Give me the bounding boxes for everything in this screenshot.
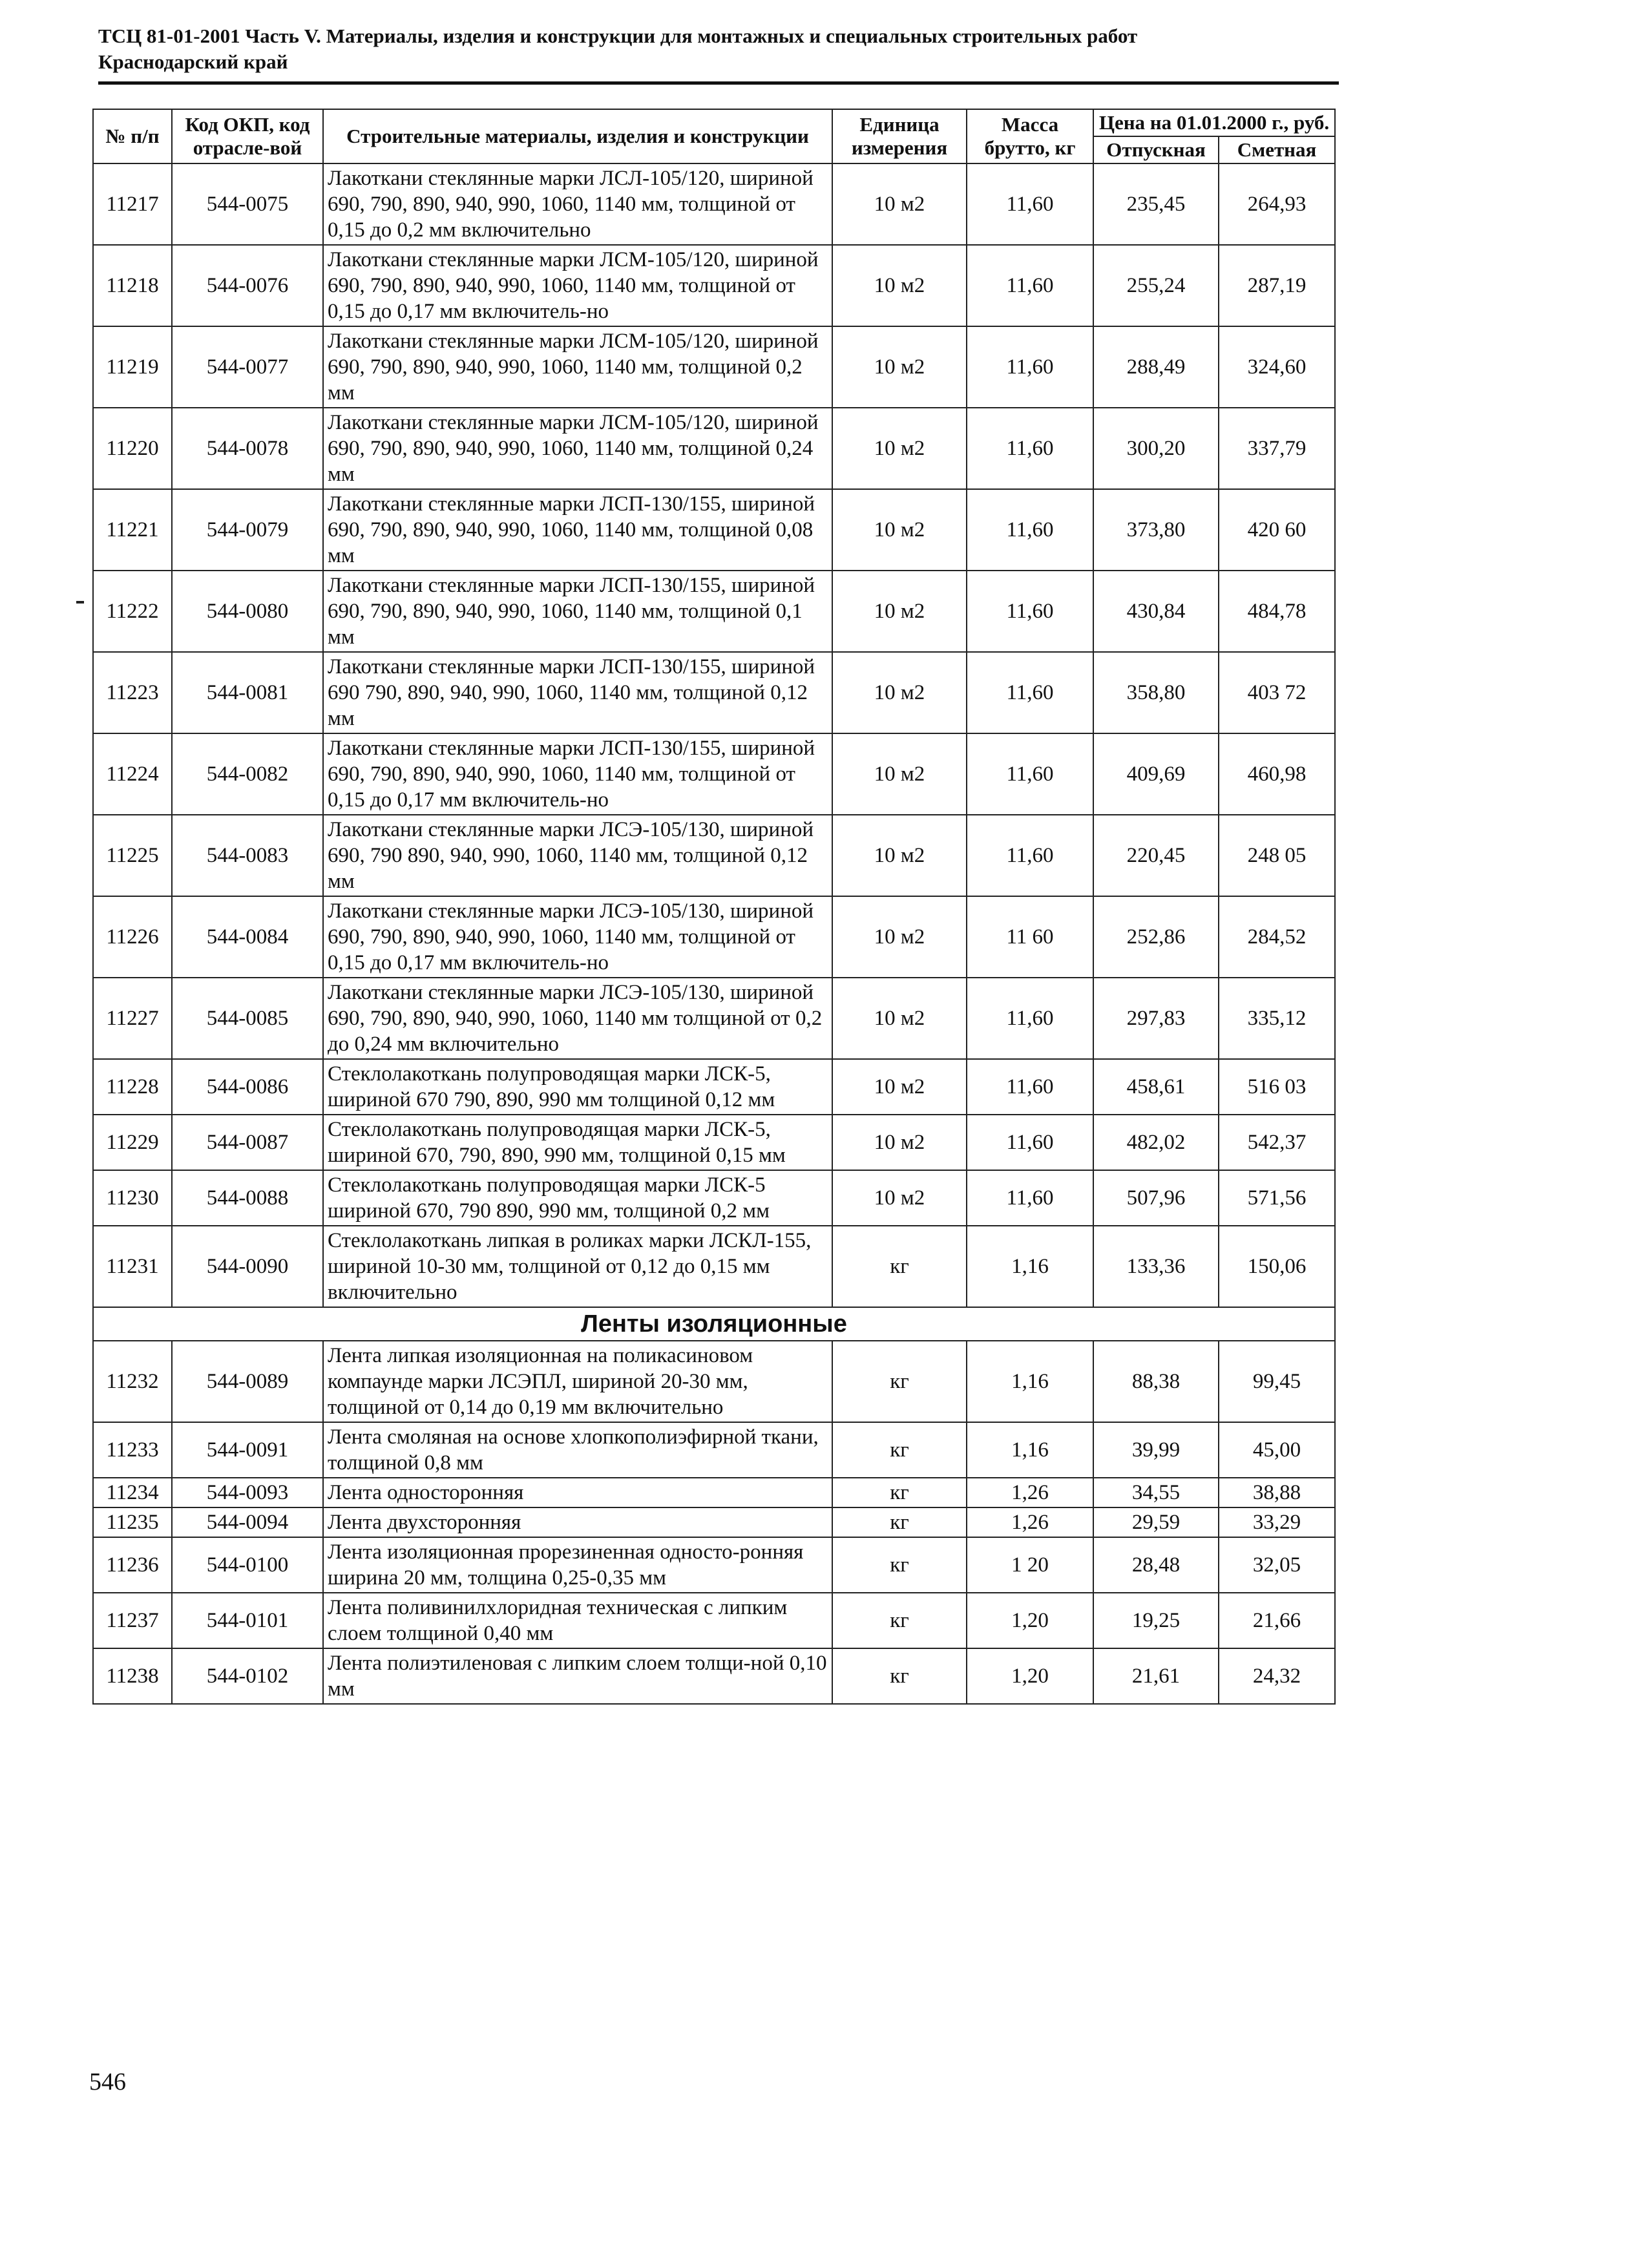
table-body-tapes (93, 1341, 1335, 1704)
row-number: 11232 (93, 1341, 172, 1422)
row-release-price: 300,20 (1093, 408, 1219, 489)
row-number: 11223 (93, 652, 172, 733)
row-number: 11228 (93, 1059, 172, 1115)
row-name: Лакоткани стеклянные марки ЛСЭ-105/130, шириной 690, 790 890, 940, 990, 1060, 1140 мм, толщиной 0,12 мм (323, 815, 832, 896)
row-name: Лакоткани стеклянные марки ЛСЭ-105/130, шириной 690, 790, 890, 940, 990, 1060, 1140 мм, толщиной от 0,15 до 0,17 мм включитель-но (323, 896, 832, 978)
row-name: Лента полиэтиленовая с липким слоем толщи-ной 0,10 мм (323, 1648, 832, 1704)
row-code: 544-0079 (172, 489, 323, 571)
row-mass: 1,26 (967, 1478, 1093, 1507)
row-code: 544-0085 (172, 978, 323, 1059)
row-unit: 10 м2 (832, 1115, 967, 1170)
page-header (98, 23, 1326, 75)
row-mass: 1,20 (967, 1593, 1093, 1648)
region-title: Краснодарский край (98, 50, 288, 73)
row-name: Лакоткани стеклянные марки ЛСМ-105/120, шириной 690, 790, 890, 940, 990, 1060, 1140 мм, толщиной от 0,15 до 0,17 мм включитель-но (323, 245, 832, 326)
row-name: Лента поливинилхлоридная техническая с липким слоем толщиной 0,40 мм (323, 1593, 832, 1648)
row-estimate-price: 38,88 (1219, 1478, 1335, 1507)
row-name: Лакоткани стеклянные марки ЛСЛ-105/120, шириной 690, 790, 890, 940, 990, 1060, 1140 мм, толщиной от 0,15 до 0,2 мм включительно (323, 163, 832, 245)
row-mass: 1,26 (967, 1507, 1093, 1537)
row-release-price: 297,83 (1093, 978, 1219, 1059)
row-number: 11238 (93, 1648, 172, 1704)
row-release-price: 409,69 (1093, 733, 1219, 815)
row-code: 544-0084 (172, 896, 323, 978)
row-code: 544-0082 (172, 733, 323, 815)
row-estimate-price: 248 05 (1219, 815, 1335, 896)
table-row (93, 1422, 1335, 1478)
row-name: Лакоткани стеклянные марки ЛСП-130/155, шириной 690, 790, 890, 940, 990, 1060, 1140 мм, толщиной 0,08 мм (323, 489, 832, 571)
col-header-code: Код ОКП, код отрасле-вой (172, 109, 323, 163)
row-release-price: 373,80 (1093, 489, 1219, 571)
table-row (93, 245, 1335, 326)
table-row (93, 1478, 1335, 1507)
row-unit: кг (832, 1507, 967, 1537)
table-row (93, 326, 1335, 408)
row-estimate-price: 24,32 (1219, 1648, 1335, 1704)
row-estimate-price: 45,00 (1219, 1422, 1335, 1478)
table-row (93, 1648, 1335, 1704)
row-number: 11221 (93, 489, 172, 571)
row-estimate-price: 542,37 (1219, 1115, 1335, 1170)
row-release-price: 133,36 (1093, 1226, 1219, 1307)
row-release-price: 288,49 (1093, 326, 1219, 408)
row-mass: 11,60 (967, 978, 1093, 1059)
row-mass: 11,60 (967, 326, 1093, 408)
row-number: 11233 (93, 1422, 172, 1478)
row-name: Лакоткани стеклянные марки ЛСП-130/155, шириной 690, 790, 890, 940, 990, 1060, 1140 мм, толщиной 0,1 мм (323, 571, 832, 652)
row-unit: 10 м2 (832, 571, 967, 652)
row-mass: 11,60 (967, 489, 1093, 571)
row-release-price: 34,55 (1093, 1478, 1219, 1507)
row-name: Лакоткани стеклянные марки ЛСЭ-105/130, шириной 690, 790, 890, 940, 990, 1060, 1140 мм толщиной от 0,2 до 0,24 мм включительно (323, 978, 832, 1059)
row-code: 544-0088 (172, 1170, 323, 1226)
row-estimate-price: 324,60 (1219, 326, 1335, 408)
row-unit: кг (832, 1226, 967, 1307)
row-unit: кг (832, 1341, 967, 1422)
row-code: 544-0078 (172, 408, 323, 489)
row-estimate-price: 403 72 (1219, 652, 1335, 733)
row-mass: 11,60 (967, 815, 1093, 896)
row-code: 544-0100 (172, 1537, 323, 1593)
page-number: 546 (89, 2068, 126, 2095)
table-header-row (93, 109, 1335, 136)
table-row (93, 1115, 1335, 1170)
table-row (93, 652, 1335, 733)
row-number: 11217 (93, 163, 172, 245)
table-section (93, 1307, 1335, 1341)
table-row (93, 896, 1335, 978)
row-estimate-price: 264,93 (1219, 163, 1335, 245)
header-rule (98, 81, 1339, 85)
row-number: 11234 (93, 1478, 172, 1507)
price-table (92, 109, 1336, 1705)
row-code: 544-0087 (172, 1115, 323, 1170)
row-number: 11231 (93, 1226, 172, 1307)
row-release-price: 235,45 (1093, 163, 1219, 245)
table-row (93, 733, 1335, 815)
row-estimate-price: 335,12 (1219, 978, 1335, 1059)
row-estimate-price: 32,05 (1219, 1537, 1335, 1593)
row-mass: 11,60 (967, 1059, 1093, 1115)
row-mass: 11,60 (967, 1170, 1093, 1226)
row-code: 544-0089 (172, 1341, 323, 1422)
row-release-price: 252,86 (1093, 896, 1219, 978)
row-number: 11220 (93, 408, 172, 489)
row-code: 544-0083 (172, 815, 323, 896)
row-name: Лакоткани стеклянные марки ЛСП-130/155, шириной 690 790, 890, 940, 990, 1060, 1140 мм, толщиной 0,12 мм (323, 652, 832, 733)
row-estimate-price: 571,56 (1219, 1170, 1335, 1226)
row-release-price: 482,02 (1093, 1115, 1219, 1170)
row-number: 11226 (93, 896, 172, 978)
row-number: 11219 (93, 326, 172, 408)
row-code: 544-0094 (172, 1507, 323, 1537)
section-row (93, 1307, 1335, 1341)
row-mass: 11,60 (967, 163, 1093, 245)
row-mass: 11 60 (967, 896, 1093, 978)
table-row (93, 815, 1335, 896)
row-release-price: 458,61 (1093, 1059, 1219, 1115)
row-unit: 10 м2 (832, 733, 967, 815)
table-row (93, 1226, 1335, 1307)
table-row (93, 1507, 1335, 1537)
row-name: Стеклолакоткань липкая в роликах марки ЛСКЛ-155, шириной 10-30 мм, толщиной от 0,12 до 0,15 мм включительно (323, 1226, 832, 1307)
row-release-price: 21,61 (1093, 1648, 1219, 1704)
row-mass: 1 20 (967, 1537, 1093, 1593)
row-unit: 10 м2 (832, 408, 967, 489)
row-unit: 10 м2 (832, 163, 967, 245)
row-code: 544-0077 (172, 326, 323, 408)
row-mass: 11,60 (967, 652, 1093, 733)
row-code: 544-0101 (172, 1593, 323, 1648)
col-header-unit: Единица измерения (832, 109, 967, 163)
row-number: 11230 (93, 1170, 172, 1226)
margin-mark (76, 601, 84, 604)
section-title: Ленты изоляционные (93, 1307, 1335, 1341)
table-row (93, 1593, 1335, 1648)
row-name: Лента смоляная на основе хлопкополиэфирной ткани, толщиной 0,8 мм (323, 1422, 832, 1478)
row-estimate-price: 287,19 (1219, 245, 1335, 326)
row-estimate-price: 33,29 (1219, 1507, 1335, 1537)
table-row (93, 1537, 1335, 1593)
row-release-price: 255,24 (1093, 245, 1219, 326)
row-estimate-price: 484,78 (1219, 571, 1335, 652)
row-unit: 10 м2 (832, 489, 967, 571)
row-release-price: 220,45 (1093, 815, 1219, 896)
row-unit: 10 м2 (832, 1059, 967, 1115)
table-body-materials (93, 163, 1335, 1307)
row-code: 544-0093 (172, 1478, 323, 1507)
col-header-price: Цена на 01.01.2000 г., руб. (1093, 109, 1335, 136)
row-number: 11229 (93, 1115, 172, 1170)
row-name: Лента липкая изоляционная на поликасиновом компаунде марки ЛСЭПЛ, шириной 20-30 мм, толщиной от 0,14 до 0,19 мм включительно (323, 1341, 832, 1422)
row-number: 11225 (93, 815, 172, 896)
row-release-price: 29,59 (1093, 1507, 1219, 1537)
row-estimate-price: 150,06 (1219, 1226, 1335, 1307)
col-header-mass: Масса брутто, кг (967, 109, 1093, 163)
row-name: Лента односторонняя (323, 1478, 832, 1507)
table-row (93, 408, 1335, 489)
row-number: 11224 (93, 733, 172, 815)
row-unit: кг (832, 1593, 967, 1648)
row-name: Стеклолакоткань полупроводящая марки ЛСК-5, шириной 670, 790, 890, 990 мм, толщиной 0,15 мм (323, 1115, 832, 1170)
row-estimate-price: 99,45 (1219, 1341, 1335, 1422)
table-row (93, 1059, 1335, 1115)
row-name: Лента двухсторонняя (323, 1507, 832, 1537)
row-release-price: 507,96 (1093, 1170, 1219, 1226)
row-code: 544-0075 (172, 163, 323, 245)
row-mass: 1,16 (967, 1341, 1093, 1422)
row-number: 11236 (93, 1537, 172, 1593)
row-number: 11218 (93, 245, 172, 326)
row-unit: 10 м2 (832, 1170, 967, 1226)
document-title: ТСЦ 81-01-2001 Часть V. Материалы, изделия и конструкции для монтажных и специальных строительных работ (98, 25, 1138, 47)
row-unit: 10 м2 (832, 245, 967, 326)
row-code: 544-0102 (172, 1648, 323, 1704)
row-mass: 11,60 (967, 245, 1093, 326)
row-code: 544-0081 (172, 652, 323, 733)
row-estimate-price: 516 03 (1219, 1059, 1335, 1115)
row-unit: 10 м2 (832, 326, 967, 408)
row-code: 544-0091 (172, 1422, 323, 1478)
table-row (93, 571, 1335, 652)
table-row (93, 1170, 1335, 1226)
row-code: 544-0090 (172, 1226, 323, 1307)
row-unit: 10 м2 (832, 652, 967, 733)
table-row (93, 489, 1335, 571)
row-mass: 1,16 (967, 1422, 1093, 1478)
row-number: 11227 (93, 978, 172, 1059)
row-release-price: 358,80 (1093, 652, 1219, 733)
row-mass: 1,16 (967, 1226, 1093, 1307)
row-name: Стеклолакоткань полупроводящая марки ЛСК-5, шириной 670 790, 890, 990 мм толщиной 0,12 мм (323, 1059, 832, 1115)
col-header-release: Отпускная (1093, 136, 1219, 163)
row-mass: 11,60 (967, 733, 1093, 815)
row-unit: 10 м2 (832, 896, 967, 978)
row-name: Лакоткани стеклянные марки ЛСМ-105/120, шириной 690, 790, 890, 940, 990, 1060, 1140 мм, толщиной 0,24 мм (323, 408, 832, 489)
row-unit: кг (832, 1537, 967, 1593)
row-number: 11237 (93, 1593, 172, 1648)
table-row (93, 163, 1335, 245)
row-name: Лента изоляционная прорезиненная односто-ронняя ширина 20 мм, толщина 0,25-0,35 мм (323, 1537, 832, 1593)
row-code: 544-0086 (172, 1059, 323, 1115)
row-unit: кг (832, 1422, 967, 1478)
row-number: 11235 (93, 1507, 172, 1537)
col-header-num: № п/п (93, 109, 172, 163)
row-name: Лакоткани стеклянные марки ЛСП-130/155, шириной 690, 790, 890, 940, 990, 1060, 1140 мм, толщиной от 0,15 до 0,17 мм включитель-но (323, 733, 832, 815)
row-release-price: 88,38 (1093, 1341, 1219, 1422)
row-mass: 11,60 (967, 571, 1093, 652)
row-name: Лакоткани стеклянные марки ЛСМ-105/120, шириной 690, 790, 890, 940, 990, 1060, 1140 мм, толщиной 0,2 мм (323, 326, 832, 408)
row-release-price: 39,99 (1093, 1422, 1219, 1478)
row-estimate-price: 284,52 (1219, 896, 1335, 978)
row-unit: 10 м2 (832, 978, 967, 1059)
row-release-price: 19,25 (1093, 1593, 1219, 1648)
row-estimate-price: 21,66 (1219, 1593, 1335, 1648)
col-header-name: Строительные материалы, изделия и конструкции (323, 109, 832, 163)
row-mass: 11,60 (967, 1115, 1093, 1170)
row-unit: кг (832, 1478, 967, 1507)
row-estimate-price: 420 60 (1219, 489, 1335, 571)
row-estimate-price: 460,98 (1219, 733, 1335, 815)
table-row (93, 978, 1335, 1059)
row-release-price: 28,48 (1093, 1537, 1219, 1593)
row-mass: 11,60 (967, 408, 1093, 489)
row-name: Стеклолакоткань полупроводящая марки ЛСК-5 шириной 670, 790 890, 990 мм, толщиной 0,2 мм (323, 1170, 832, 1226)
row-estimate-price: 337,79 (1219, 408, 1335, 489)
row-code: 544-0080 (172, 571, 323, 652)
row-unit: кг (832, 1648, 967, 1704)
row-number: 11222 (93, 571, 172, 652)
row-mass: 1,20 (967, 1648, 1093, 1704)
row-code: 544-0076 (172, 245, 323, 326)
table-row (93, 1341, 1335, 1422)
col-header-estimate: Сметная (1219, 136, 1335, 163)
row-unit: 10 м2 (832, 815, 967, 896)
row-release-price: 430,84 (1093, 571, 1219, 652)
